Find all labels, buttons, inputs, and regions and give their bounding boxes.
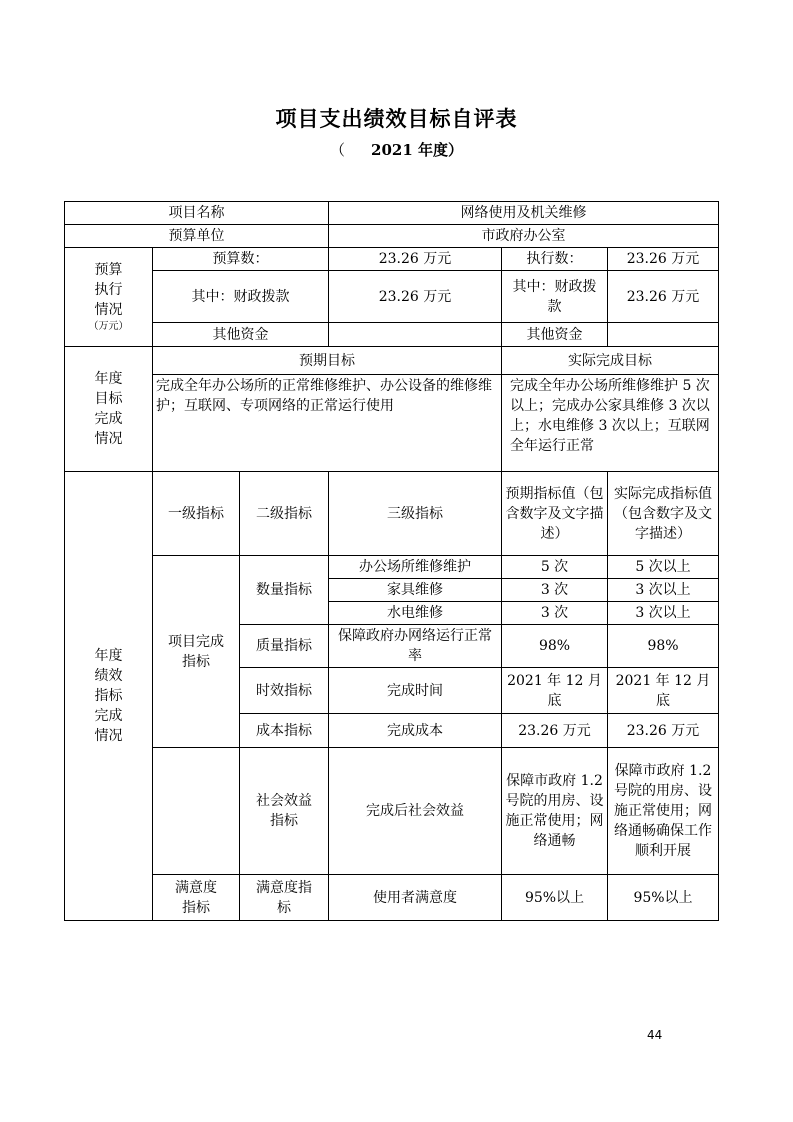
annual-goal-label [65,347,153,472]
budget-unit-label: 预算单位 [65,225,329,248]
timeliness-indicator-label: 时效指标 [240,668,329,714]
quantity-item-expected: 3 次 [502,579,608,602]
actual-goal-text: 完成全年办公场所维修维护 5 次以上；完成办公家具维修 3 次以上；水电维修 3 次以上；互联网全年运行正常 [502,375,719,472]
satisfaction-level2-label [240,875,329,921]
fiscal-allocation-label-2-text: 其中：财政拨款 [512,278,597,315]
performance-label-text: 年度绩效指标完成情况 [94,648,123,744]
benefit-indicator-blank [153,748,240,875]
budget-execution-label [65,248,153,347]
social-benefit-name: 完成后社会效益 [329,748,502,875]
document-year [0,139,793,160]
satisfaction-level2-label-text: 满意度指标 [256,879,312,916]
quantity-item-expected: 5 次 [502,556,608,579]
quantity-item-name: 办公场所维修维护 [329,556,502,579]
budget-amount-label: 预算数： [153,248,329,271]
page-number: 44 [647,1028,663,1042]
cost-item-actual: 23.26 万元 [608,714,719,748]
quantity-item-actual: 5 次以上 [608,556,719,579]
quality-item-actual: 98% [608,625,719,668]
fiscal-allocation-label: 其中：财政拨款 [153,271,329,323]
social-benefit-label [240,748,329,875]
satisfaction-level1-label-text: 满意度指标 [175,879,217,916]
quantity-item-name: 家具维修 [329,579,502,602]
project-name-label: 项目名称 [65,202,329,225]
budget-execution-text: 预算执行情况 [94,262,123,318]
budget-amount-value: 23.26 万元 [329,248,502,271]
quantity-item-actual: 3 次以上 [608,579,719,602]
quality-item-name: 保障政府办网络运行正常率 [329,625,502,668]
executed-amount-label: 执行数： [502,248,608,271]
fiscal-executed-value: 23.26 万元 [608,271,719,323]
social-benefit-expected: 保障市政府 1.2 号院的用房、设施正常使用；网络通畅 [502,748,608,875]
quality-item-expected: 98% [502,625,608,668]
fiscal-allocation-value: 23.26 万元 [329,271,502,323]
annual-goal-label-text: 年度目标完成情况 [94,371,123,447]
expected-goal-header: 预期目标 [153,347,502,375]
performance-label [65,472,153,921]
timeliness-item-expected [502,668,608,714]
budget-unit-value: 市政府办公室 [329,225,719,248]
satisfaction-item-name: 使用者满意度 [329,875,502,921]
cost-item-name: 完成成本 [329,714,502,748]
satisfaction-item-actual: 95%以上 [608,875,719,921]
quantity-item-actual: 3 次以上 [608,602,719,625]
timeliness-item-actual-text: 2021 年 12 月底 [615,672,711,709]
evaluation-table [64,201,719,921]
other-funds-label: 其他资金 [153,323,329,347]
satisfaction-item-expected: 95%以上 [502,875,608,921]
document-title: 项目支出绩效目标自评表 [275,106,518,131]
output-indicator-label [153,556,240,748]
timeliness-item-expected-text: 2021 年 12 月底 [507,672,602,709]
social-benefit-actual: 保障市政府 1.2 号院的用房、设施正常使用；网络通畅确保工作顺利开展 [608,748,719,875]
header-level2: 二级指标 [240,472,329,556]
project-name-value: 网络使用及机关维修 [329,202,719,225]
budget-unit-note: （万元） [88,321,129,332]
cost-indicator-label: 成本指标 [240,714,329,748]
output-indicator-label-text: 项目完成指标 [168,633,224,670]
year-text: 2021 年度） [371,141,463,159]
header-level1: 一级指标 [153,472,240,556]
fiscal-allocation-label-2 [502,271,608,323]
quantity-item-name: 水电维修 [329,602,502,625]
header-actual-value: 实际完成指标值（包含数字及文字描述） [608,472,719,556]
other-funds-value [329,323,502,347]
header-expected-value: 预期指标值（包含数字及文字描述） [502,472,608,556]
cost-item-expected: 23.26 万元 [502,714,608,748]
timeliness-item-name: 完成时间 [329,668,502,714]
expected-goal-text: 完成全年办公场所的正常维修维护、办公设备的维修维护；互联网、专项网络的正常运行使用 [153,375,502,472]
satisfaction-level1-label [153,875,240,921]
quantity-indicator-label: 数量指标 [240,556,329,625]
header-level3: 三级指标 [329,472,502,556]
other-funds-label-2: 其他资金 [502,323,608,347]
executed-amount-value: 23.26 万元 [608,248,719,271]
social-benefit-label-text: 社会效益指标 [256,793,312,829]
timeliness-item-actual [608,668,719,714]
quantity-item-expected: 3 次 [502,602,608,625]
quality-indicator-label: 质量指标 [240,625,329,668]
year-open-paren: （ [330,141,346,159]
other-funds-executed [608,323,719,347]
actual-goal-header: 实际完成目标 [502,347,719,375]
